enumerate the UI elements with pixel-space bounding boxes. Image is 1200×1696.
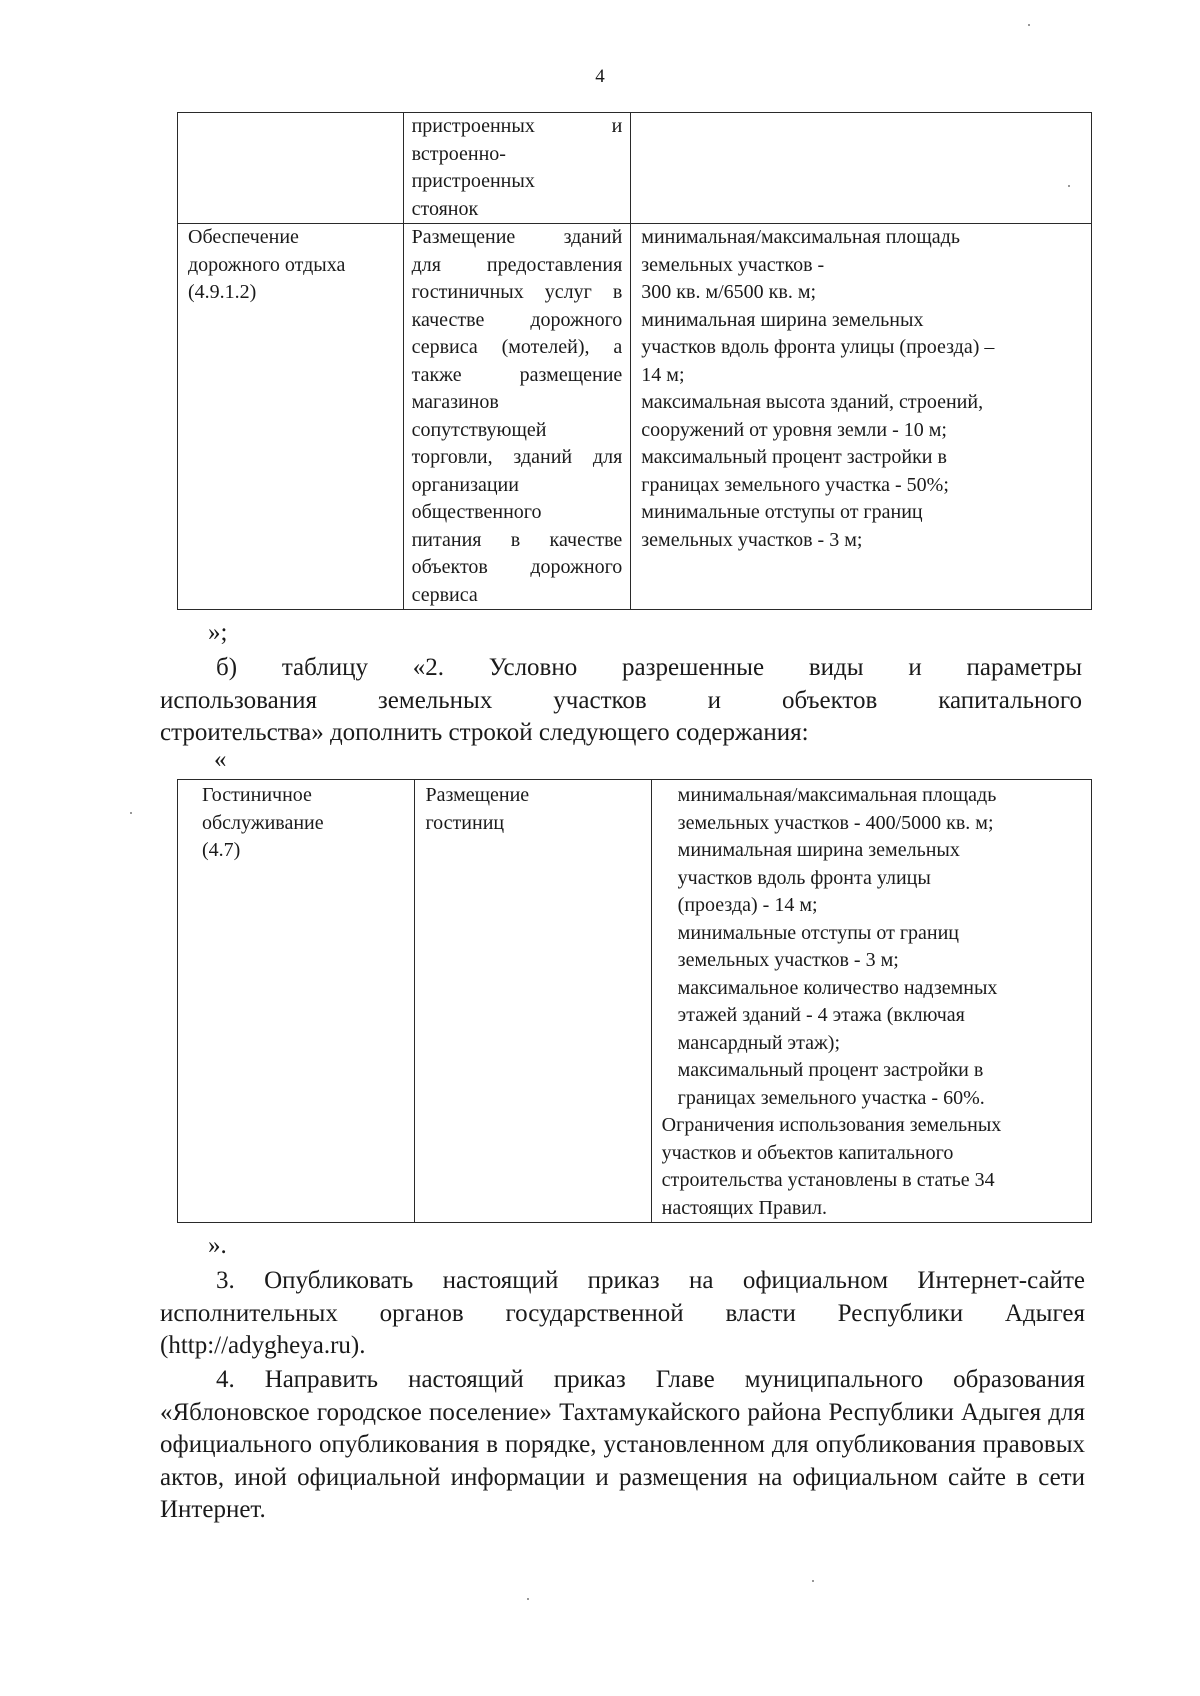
page-number: 4 [595,66,605,87]
text-line: максимальная высота зданий, строений, [641,391,984,413]
text-line: минимальная/максимальная площадь [677,784,997,806]
text-line: Размещение [425,784,530,806]
table-row [178,224,1092,610]
scan-speck [1028,24,1030,26]
text-line: строительства» дополнить строкой следующего содержания: [160,719,809,746]
closing-quote: »; [208,619,228,646]
table-cell-parameters [651,780,1091,1223]
text-line: сервиса [411,583,478,606]
text-line: минимальные отступы от границ [641,501,923,523]
text-line: границах земельного участка - 60%. [677,1086,985,1109]
opening-quote: « [214,746,227,773]
text-line: участков и объектов капитального [661,1141,954,1164]
text-line: пристроенных и [411,115,623,137]
text-line: земельных участков - 3 м; [641,528,863,551]
table-cell-description [403,224,631,610]
text-line: строительства установлены в статье 34 [661,1169,995,1191]
text-line: общественного [411,501,542,523]
text-line: качестве дорожного [411,308,623,331]
text-line: земельных участков - 400/5000 кв. м; [677,811,994,834]
text-line: гостиничных услуг в [411,281,623,303]
text-line: Ограничения использования земельных [661,1114,1002,1136]
paragraph-3 [160,1265,1085,1363]
text-line: максимальный процент застройки в [641,446,947,468]
table-cell-description [403,113,631,224]
table-cell-parameters [631,224,1092,610]
text-line: участков вдоль фронта улицы (проезда) – [641,336,995,358]
scan-speck [527,1598,529,1600]
text-line: максимальное количество надземных [677,976,998,999]
text-line: стоянок [411,197,479,220]
text-line: объектов дорожного [411,556,623,578]
closing-quote: ». [208,1232,227,1259]
text-line: минимальная ширина земельных [677,839,960,861]
table-cell-description [415,780,651,1223]
paragraph-4 [160,1364,1085,1527]
text-line: магазинов [411,391,499,413]
table-cell-use-type [178,224,404,610]
text-line: использования земельных участков и объектов капитального [160,686,1082,714]
paragraph-text: 4. Направить настоящий приказ Главе муниципального образования «Яблоновское городское поселение» Тахтамукайского района Республики Адыгея для официального опубликования в порядке, установленном для опубликования правовых актов, иной официальной информации и размещения на официальном сайте в сети Интернет. [160,1366,1085,1523]
text-line: минимальная/максимальная площадь [641,226,960,248]
text-line: сервиса (мотелей), а [411,336,623,358]
text-line: (4.9.1.2) [188,281,257,303]
text-line: дорожного отдыха [188,253,346,276]
text-line: земельных участков - 3 м; [677,949,899,971]
text-line: (проезда) - 14 м; [677,894,818,916]
text-line: организации [411,473,519,496]
text-line: 14 м; [641,363,685,386]
text-line: минимальная ширина земельных [641,308,924,331]
text-line: б) таблицу «2. Условно разрешенные виды и параметры [216,654,1082,681]
text-line: сопутствующей [411,418,547,441]
scan-speck [130,812,132,814]
text-line: минимальные отступы от границ [677,921,960,944]
text-line: земельных участков - [641,253,825,276]
text-line: обслуживание [202,811,324,834]
text-line: Обеспечение [188,226,299,248]
paragraph-b [160,652,1082,750]
text-line: сооружений от уровня земли - 10 м; [641,418,947,441]
text-line: гостиниц [425,811,505,834]
text-line: мансардный этаж); [677,1031,841,1054]
text-line: питания в качестве [411,528,623,551]
text-line: участков вдоль фронта улицы [677,866,931,889]
text-line: 300 кв. м/6500 кв. м; [641,281,817,303]
text-line: границах земельного участка - 50%; [641,473,949,496]
text-line: этажей зданий - 4 этажа (включая [677,1004,965,1026]
text-line: (4.7) [202,839,241,861]
text-line: также размещение [411,363,623,386]
text-line: для предоставления [411,253,623,276]
table-row [178,113,1092,224]
text-line: Гостиничное [202,784,312,806]
text-line: максимальный процент застройки в [677,1059,984,1081]
paragraph-text: 3. Опубликовать настоящий приказ на официальном Интернет-сайте исполнительных органов государственной власти Республики Адыгея (http://adygheya.ru). [160,1267,1085,1359]
table-cell-use-type [178,113,404,224]
table-row [178,780,1092,1223]
text-line: торговли, зданий для [411,446,623,468]
text-line: встроенно- [411,142,506,165]
table-cell-parameters [631,113,1092,224]
text-line: настоящих Правил. [661,1196,827,1219]
text-line: Размещение зданий [411,226,623,248]
zoning-table-conditional-uses [177,779,1092,1223]
text-line: пристроенных [411,170,535,192]
table-cell-use-type [178,780,415,1223]
scan-speck [812,1580,814,1582]
scan-speck [1068,185,1070,187]
zoning-table-main-uses [177,112,1092,610]
